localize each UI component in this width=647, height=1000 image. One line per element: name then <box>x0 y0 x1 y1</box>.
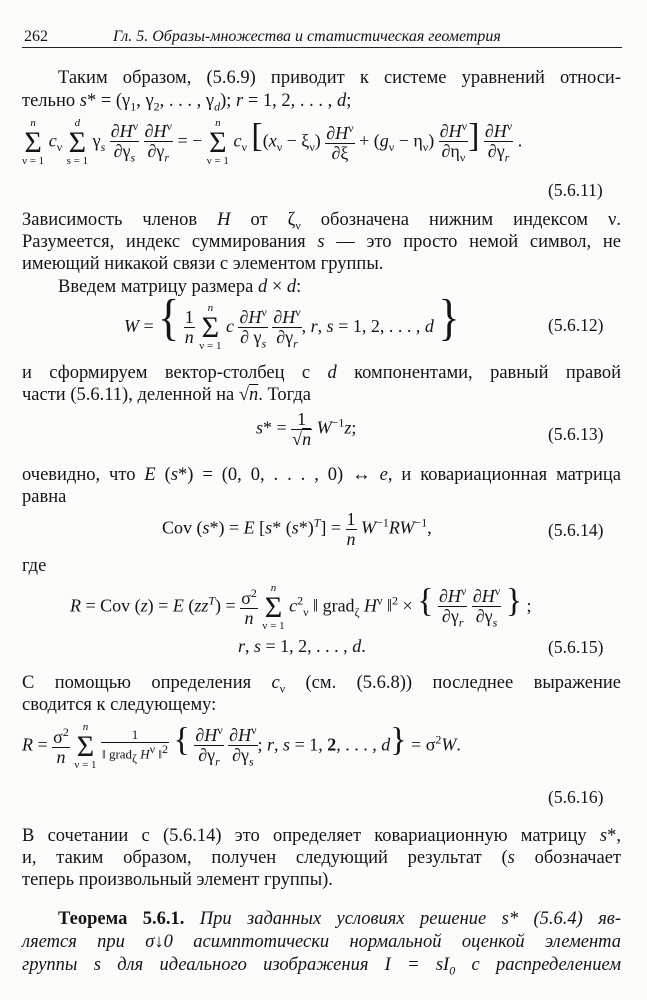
equation-number: (5.6.12) <box>548 315 604 335</box>
paragraph-2-line-3: имеющий никакой связи с элементом группы. <box>22 254 384 274</box>
theorem-label: Теорема 5.6.1. <box>58 909 185 929</box>
paragraph-6-line-1: где <box>22 556 47 576</box>
paragraph-8-line-1: В сочетании с (5.6.14) это определяет ковариационную матрицу s*, <box>22 826 621 846</box>
paragraph-8-line-3: теперь произвольный элемент группы). <box>22 870 333 890</box>
paragraph-2-line-2: Разумеется, индекс суммирования s — это просто немой символ, не <box>22 232 621 252</box>
equation-5-6-14: Cov (s*) = E [s* $(s*)^T$] = $\frac{1}{n}$ $W^{-1}RW^{-1}$, <box>162 509 432 549</box>
paragraph-4-line-2: части (5.6.11), деленной на √n. Тогда <box>22 385 311 405</box>
equation-number: (5.6.16) <box>548 787 604 807</box>
equation-number: (5.6.14) <box>548 520 604 540</box>
equation-number: (5.6.15) <box>548 637 604 657</box>
equation-number: (5.6.11) <box>548 180 603 200</box>
equation-5-6-15-line-2: r, s = 1, 2, . . . , d. <box>238 636 366 656</box>
paragraph-3-line-1: Введем матрицу размера d × d: <box>58 277 302 297</box>
paragraph-1-line-1: Таким образом, (5.6.9) приводит к системе уравнений относи- <box>58 68 621 88</box>
equation-5-6-15: R = Cov (z) = E $(zz^T)$ = $\frac{\sigma^2}{n}$ n Σ ν = 1 $c^2_\nu$ ‖ grad$_\zeta$ $H^\nu$ ‖$^2$ × { $\frac{\partial H^\nu}{\partial\gamma_r}$ $\frac{\partial H^\nu}{\partial\gamma_s}$ } ; <box>70 582 532 632</box>
paragraph-7-line-2: сводится к следующему: <box>22 695 217 715</box>
paragraph-1-line-2: тельно $s* = (\gamma_1$, $\gamma_2$, . . . , $\gamma_d$); r = 1, 2, . . . , d; <box>22 91 352 114</box>
equation-5-6-11: n Σ ν = 1 $c_\nu$ d Σ s = 1 $\gamma_s$ $\frac{\partial H^\nu}{\partial\gamma_s}$ $\frac{\partial H^\nu}{\partial\gamma_r}$ = − n Σ ν = 1 $c_\nu$ [$(x_\nu - \xi_\nu)$ $\frac{\partial H^\nu}{\partial\xi}$ + $(g_\nu - \eta_\nu)$ $\frac{\partial H^\nu}{\partial\eta_\nu}$ ] $\frac{\partial H^\nu}{\partial\gamma_r}$ . <box>22 117 523 167</box>
paragraph-5-line-1: очевидно, что E (s*) = (0, 0, . . . , 0) ↔ e, и ковариационная матрица <box>22 465 621 485</box>
paragraph-7-line-1: С помощью определения $c_\nu$ (см. (5.6.8)) последнее выражение <box>22 673 621 696</box>
paragraph-5-line-2: равна <box>22 487 67 507</box>
theorem-line-3: группы s для идеального изображения $I = sI_0$ с распределением <box>22 955 621 978</box>
equation-5-6-16: R = $\frac{\sigma^2}{n}$ n Σ ν = 1 $\frac{1}{‖ grad_\zeta H^\nu ‖^2}$ { $\frac{\partial H^\nu}{\partial\gamma_r}$ $\frac{\partial H^\nu}{\partial\gamma_s}$ ; r, s = 1, 2, . . . , $d\} = \sigma^2W$. <box>22 721 461 771</box>
theorem-line-1: Теорема 5.6.1. При заданных условиях решение s* (5.6.4) яв- <box>58 909 621 929</box>
equation-number: (5.6.13) <box>548 424 604 444</box>
paragraph-2-line-1: Зависимость членов H от $\zeta_\nu$ обозначена нижним индексом ν. <box>22 210 621 233</box>
paragraph-8-line-2: и, таким образом, получен следующий результат (s обозначает <box>22 848 621 868</box>
theorem-line-2: ляется при σ↓0 асимптотически нормальной оценкой элемента <box>22 932 621 952</box>
header-rule <box>22 47 622 48</box>
running-title: Гл. 5. Образы-множества и статистическая геометрия <box>113 28 501 45</box>
paragraph-4-line-1: и сформируем вектор-столбец с d компонентами, равный правой <box>22 363 621 383</box>
equation-5-6-13: s* = $\frac{1}{√n}$ $W^{-1}z$; <box>256 409 357 449</box>
page-number: 262 <box>24 28 48 45</box>
equation-5-6-12: W = { $\frac{1}{n}$ n Σ ν = 1 c $\frac{\partial H^\nu}{\partial \gamma_s}$ $\frac{\partial H^\nu}{\partial\gamma_r}$ , r, s = 1, 2, . . . , d } <box>124 289 460 353</box>
